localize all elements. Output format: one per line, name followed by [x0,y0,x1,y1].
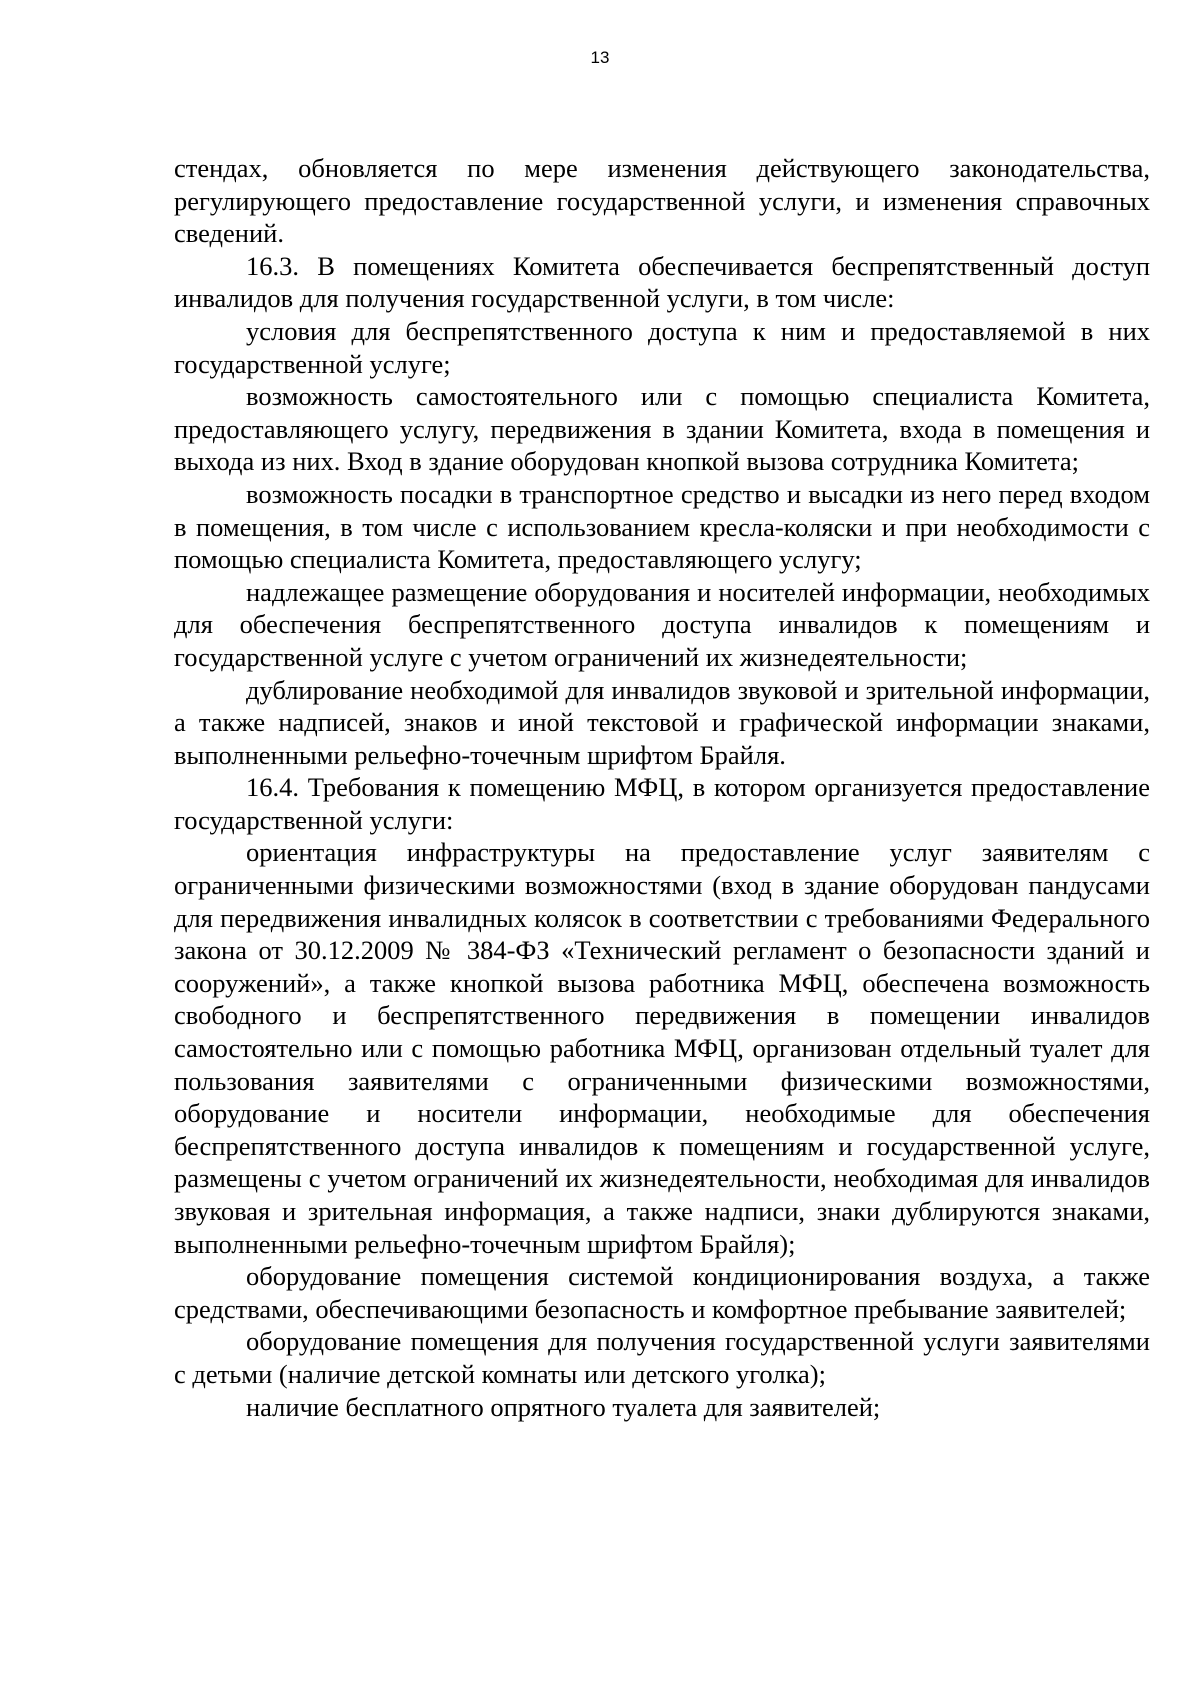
paragraph-infrastructure-orientation: ориентация инфраструктуры на предоставление услуг заявителям с ограниченными физическими возможностями (вход в здание оборудован пандусами для передвижения инвалидных колясок в соответствии с требованиями Федерального закона от 30.12.2009 № 384-ФЗ «Технический регламент о безопасности зданий и сооружений», а также кнопкой вызова работника МФЦ, обеспечена возможность свободного и беспрепятственного передвижения в помещении инвалидов самостоятельно или с помощью работника МФЦ, организован отдельный туалет для пользования заявителями с ограниченными физическими возможностями, оборудование и носители информации, необходимые для обеспечения беспрепятственного доступа инвалидов к помещениям и государственной услуге, размещены с учетом ограничений их жизнедеятельности, необходимая для инвалидов звуковая и зрительная информация, а также надписи, знаки дублируются знаками, выполненными рельефно-точечным шрифтом Брайля); [174,837,1150,1259]
paragraph-equipment-placement: надлежащее размещение оборудования и носителей информации, необходимых для обеспечения беспрепятственного доступа инвалидов к помещениям и государственной услуге с учетом ограничений их жизнедеятельности; [174,576,1150,672]
paragraph-children-room: оборудование помещения для получения государственной услуги заявителями с детьми (наличие детской комнаты или детского уголка); [174,1326,1150,1389]
paragraph-air-conditioning: оборудование помещения системой кондиционирования воздуха, а также средствами, обеспечивающими безопасность и комфортное пребывание заявителей; [174,1261,1150,1324]
paragraph-braille-duplication: дублирование необходимой для инвалидов звуковой и зрительной информации, а также надписей, знаков и иной текстовой и графической информации знаками, выполненными рельефно-точечным шрифтом Брайля. [174,674,1150,770]
paragraph-free-toilet: наличие бесплатного опрятного туалета для заявителей; [246,1391,881,1422]
paragraph-movement-possibility: возможность самостоятельного или с помощью специалиста Комитета, предоставляющего услугу, передвижения в здании Комитета, входа в помещения и выхода из них. Вход в здание оборудован кнопкой вызова сотрудника Комитета; [174,381,1150,477]
paragraph-section-16-3: 16.3. В помещениях Комитета обеспечивается беспрепятственный доступ инвалидов для получения государственной услуги, в том числе: [174,250,1150,314]
page-number: 13 [590,48,610,67]
paragraph-continuation: стендах, обновляется по мере изменения действующего законодательства, регулирующего предоставление государственной услуги, и изменения справочных сведений. [174,153,1150,249]
paragraph-transport-boarding: возможность посадки в транспортное средство и высадки из него перед входом в помещения, в том числе с использованием кресла-коляски и при необходимости с помощью специалиста Комитета, предоставляющего услугу; [174,478,1150,575]
document-body [174,152,1150,1423]
paragraph-access-conditions: условия для беспрепятственного доступа к ним и предоставляемой в них государственной услуге; [174,315,1150,379]
paragraph-section-16-4: 16.4. Требования к помещению МФЦ, в котором организуется предоставление государственной услуги: [174,772,1150,835]
